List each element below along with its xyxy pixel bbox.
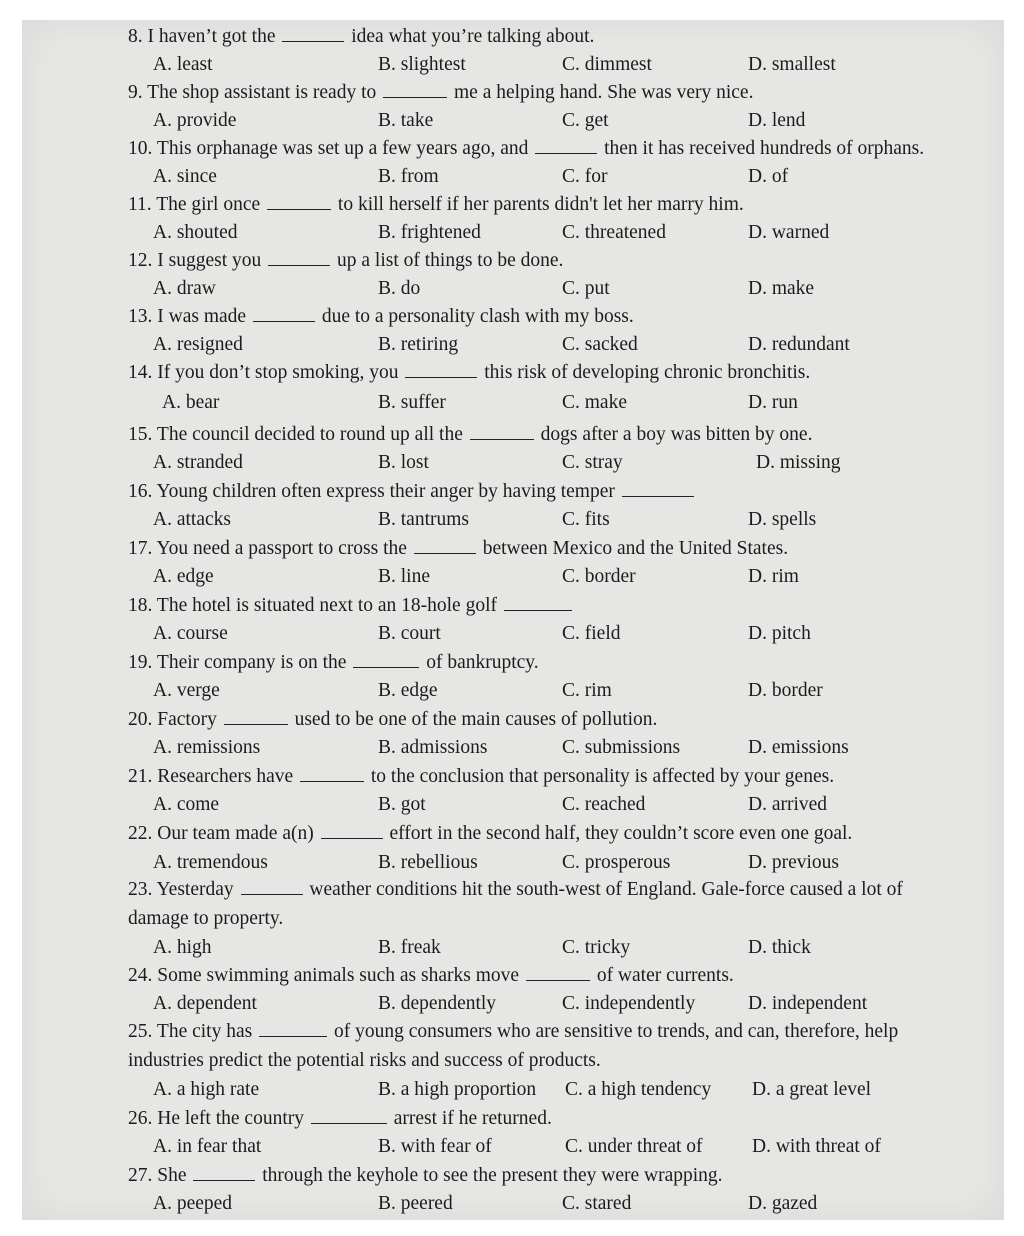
option-b: B. do	[378, 278, 421, 299]
option-b: B. line	[378, 566, 430, 587]
question-number: 18.	[128, 595, 153, 616]
question-23	[128, 876, 948, 933]
option-c: C. a high tendency	[565, 1079, 712, 1100]
answer-blank	[470, 424, 534, 440]
option-a: A. high	[153, 937, 212, 958]
question-27	[128, 1164, 723, 1188]
option-c: C. for	[562, 166, 608, 187]
question-25	[128, 1018, 948, 1075]
option-d: D. smallest	[748, 54, 836, 75]
question-text-after: to kill herself if her parents didn't let her marry him.	[337, 194, 744, 215]
option-a: A. attacks	[153, 509, 231, 530]
option-c: C. fits	[562, 509, 610, 530]
option-b: B. tantrums	[378, 509, 469, 530]
option-d: D. arrived	[748, 794, 828, 815]
option-a: A. a high rate	[153, 1079, 260, 1100]
option-a: A. bear	[162, 392, 220, 413]
option-c: C. get	[562, 110, 609, 131]
option-d: D. of	[748, 166, 789, 187]
question-number: 27.	[128, 1165, 153, 1186]
question-number: 25.	[128, 1021, 153, 1042]
question-18	[128, 594, 574, 618]
question-19	[128, 651, 539, 675]
option-b: B. freak	[378, 937, 441, 958]
question-number: 13.	[128, 306, 153, 327]
question-number: 12.	[128, 250, 153, 271]
question-text-before: Our team made a(n)	[157, 823, 314, 844]
option-c: C. border	[562, 566, 636, 587]
option-c: C. sacked	[562, 334, 638, 355]
option-b: B. peered	[378, 1193, 453, 1214]
option-b: B. slightest	[378, 54, 466, 75]
option-b: B. got	[378, 794, 426, 815]
option-a: A. verge	[153, 680, 220, 701]
question-21	[128, 765, 834, 789]
answer-blank	[253, 306, 315, 322]
question-number: 22.	[128, 823, 153, 844]
question-number: 10.	[128, 138, 153, 159]
question-13	[128, 305, 634, 329]
question-text-before: Yesterday	[156, 879, 234, 900]
question-text-before: I haven’t got the	[147, 26, 276, 47]
answer-blank	[414, 538, 476, 554]
option-d: D. previous	[748, 852, 839, 873]
option-c: C. field	[562, 623, 621, 644]
question-number: 15.	[128, 424, 153, 445]
answer-blank	[259, 1021, 327, 1037]
question-17	[128, 537, 788, 561]
option-a: A. course	[153, 623, 228, 644]
question-number: 11.	[128, 194, 152, 215]
question-11	[128, 193, 744, 217]
option-d: D. rim	[748, 566, 799, 587]
question-text-before: The council decided to round up all the	[156, 424, 463, 445]
question-text-after: to the conclusion that personality is affected by your genes.	[370, 766, 835, 787]
answer-blank	[321, 823, 383, 839]
option-c: C. stray	[562, 452, 623, 473]
option-b: B. frightened	[378, 222, 481, 243]
option-b: B. rebellious	[378, 852, 478, 873]
question-text-before: I was made	[157, 306, 247, 327]
question-number: 8.	[128, 26, 143, 47]
option-d: D. gazed	[748, 1193, 818, 1214]
question-26	[128, 1107, 552, 1131]
question-text-after: effort in the second half, they couldn’t score even one goal.	[389, 823, 853, 844]
option-d: D. with threat of	[752, 1136, 881, 1157]
question-text-before: Some swimming animals such as sharks move	[157, 965, 520, 986]
answer-blank	[267, 194, 331, 210]
option-c: C. dimmest	[562, 54, 652, 75]
answer-blank	[504, 595, 572, 611]
question-text-before: If you don’t stop smoking, you	[157, 362, 399, 383]
question-number: 20.	[128, 709, 153, 730]
question-text-after: used to be one of the main causes of pollution.	[294, 709, 658, 730]
question-text-before: The city has	[156, 1021, 253, 1042]
option-d: D. emissions	[748, 737, 849, 758]
answer-blank	[224, 709, 288, 725]
option-b: B. retiring	[378, 334, 459, 355]
question-number: 26.	[128, 1108, 153, 1129]
answer-blank	[268, 250, 330, 266]
answer-blank	[622, 481, 694, 497]
question-12	[128, 249, 563, 273]
question-number: 14.	[128, 362, 153, 383]
option-d: D. thick	[748, 937, 811, 958]
option-a: A. in fear that	[153, 1136, 262, 1157]
option-a: A. draw	[153, 278, 216, 299]
option-b: B. suffer	[378, 392, 446, 413]
option-d: D. border	[748, 680, 823, 701]
question-text-before: Young children often express their anger by having temper	[156, 481, 615, 502]
option-a: A. provide	[153, 110, 237, 131]
option-c: C. put	[562, 278, 610, 299]
question-8	[128, 25, 594, 49]
question-9	[128, 81, 753, 105]
question-text-before: Researchers have	[157, 766, 294, 787]
option-a: A. edge	[153, 566, 214, 587]
answer-blank	[405, 362, 477, 378]
option-a: A. stranded	[153, 452, 243, 473]
option-c: C. reached	[562, 794, 646, 815]
option-c: C. independently	[562, 993, 696, 1014]
option-b: B. lost	[378, 452, 429, 473]
question-text-after: this risk of developing chronic bronchitis.	[484, 362, 811, 383]
question-number: 19.	[128, 652, 153, 673]
question-text-before: I suggest you	[157, 250, 262, 271]
answer-blank	[311, 1108, 387, 1124]
question-24	[128, 964, 734, 988]
question-14	[128, 361, 810, 385]
option-d: D. lend	[748, 110, 806, 131]
option-a: A. dependent	[153, 993, 257, 1014]
question-number: 24.	[128, 965, 153, 986]
question-15	[128, 423, 812, 447]
question-text-after: dogs after a boy was bitten by one.	[540, 424, 813, 445]
option-a: A. since	[153, 166, 217, 187]
option-b: B. dependently	[378, 993, 497, 1014]
option-d: D. make	[748, 278, 815, 299]
question-number: 23.	[128, 879, 153, 900]
option-d: D. redundant	[748, 334, 850, 355]
option-d: D. a great level	[752, 1079, 872, 1100]
option-a: A. least	[153, 54, 213, 75]
answer-blank	[300, 766, 364, 782]
question-text-after: of bankruptcy.	[426, 652, 539, 673]
option-a: A. come	[153, 794, 220, 815]
answer-blank	[535, 138, 597, 154]
question-number: 17.	[128, 538, 153, 559]
option-b: B. edge	[378, 680, 438, 701]
option-a: A. shouted	[153, 222, 238, 243]
question-text-before: You need a passport to cross the	[156, 538, 407, 559]
option-d: D. independent	[748, 993, 868, 1014]
question-text-after: of young consumers who are sensitive to trends, and can, therefore, help industries predict the potential risks and success of products.	[128, 1021, 899, 1071]
question-text-after: up a list of things to be done.	[337, 250, 564, 271]
option-d: D. pitch	[748, 623, 811, 644]
option-c: C. submissions	[562, 737, 681, 758]
answer-blank	[353, 652, 419, 668]
question-number: 21.	[128, 766, 153, 787]
option-b: B. admissions	[378, 737, 488, 758]
option-a: A. resigned	[153, 334, 243, 355]
option-b: B. with fear of	[378, 1136, 492, 1157]
option-d: D. spells	[748, 509, 817, 530]
question-text-before: Factory	[157, 709, 217, 730]
option-d: D. run	[748, 392, 798, 413]
question-10	[128, 137, 924, 161]
question-text-after: me a helping hand. She was very nice.	[454, 82, 754, 103]
question-text-before: She	[157, 1165, 187, 1186]
option-b: B. from	[378, 166, 439, 187]
option-d: D. warned	[748, 222, 830, 243]
question-20	[128, 708, 657, 732]
option-c: C. stared	[562, 1193, 632, 1214]
option-b: B. court	[378, 623, 441, 644]
question-text-after: between Mexico and the United States.	[482, 538, 789, 559]
answer-blank	[193, 1165, 255, 1181]
option-a: A. tremendous	[153, 852, 268, 873]
option-c: C. under threat of	[565, 1136, 703, 1157]
option-b: B. take	[378, 110, 434, 131]
option-c: C. tricky	[562, 937, 631, 958]
option-a: A. remissions	[153, 737, 261, 758]
question-text-before: The shop assistant is ready to	[147, 82, 377, 103]
question-text-after: through the keyhole to see the present they were wrapping.	[262, 1165, 723, 1186]
question-text-before: The girl once	[156, 194, 261, 215]
option-c: C. rim	[562, 680, 612, 701]
question-text-after: of water currents.	[596, 965, 734, 986]
question-text-before: Their company is on the	[156, 652, 347, 673]
answer-blank	[282, 26, 344, 42]
option-c: C. make	[562, 392, 627, 413]
option-c: C. prosperous	[562, 852, 671, 873]
question-text-before: The hotel is situated next to an 18-hole golf	[156, 595, 497, 616]
answer-blank	[241, 879, 303, 895]
question-number: 9.	[128, 82, 143, 103]
option-b: B. a high proportion	[378, 1079, 537, 1100]
question-22	[128, 822, 852, 846]
question-number: 16.	[128, 481, 153, 502]
question-text-after: idea what you’re talking about.	[351, 26, 595, 47]
question-text-after: weather conditions hit the south-west of England. Gale-force caused a lot of damage to property.	[128, 879, 903, 929]
option-d: D. missing	[756, 452, 841, 473]
option-a: A. peeped	[153, 1193, 233, 1214]
question-16	[128, 480, 696, 504]
answer-blank	[526, 965, 590, 981]
question-text-after: then it has received hundreds of orphans.	[604, 138, 925, 159]
question-text-after: arrest if he returned.	[393, 1108, 552, 1129]
answer-blank	[383, 82, 447, 98]
question-text-before: This orphanage was set up a few years ago, and	[156, 138, 529, 159]
option-c: C. threatened	[562, 222, 666, 243]
question-text-before: He left the country	[157, 1108, 304, 1129]
question-text-after: due to a personality clash with my boss.	[321, 306, 634, 327]
